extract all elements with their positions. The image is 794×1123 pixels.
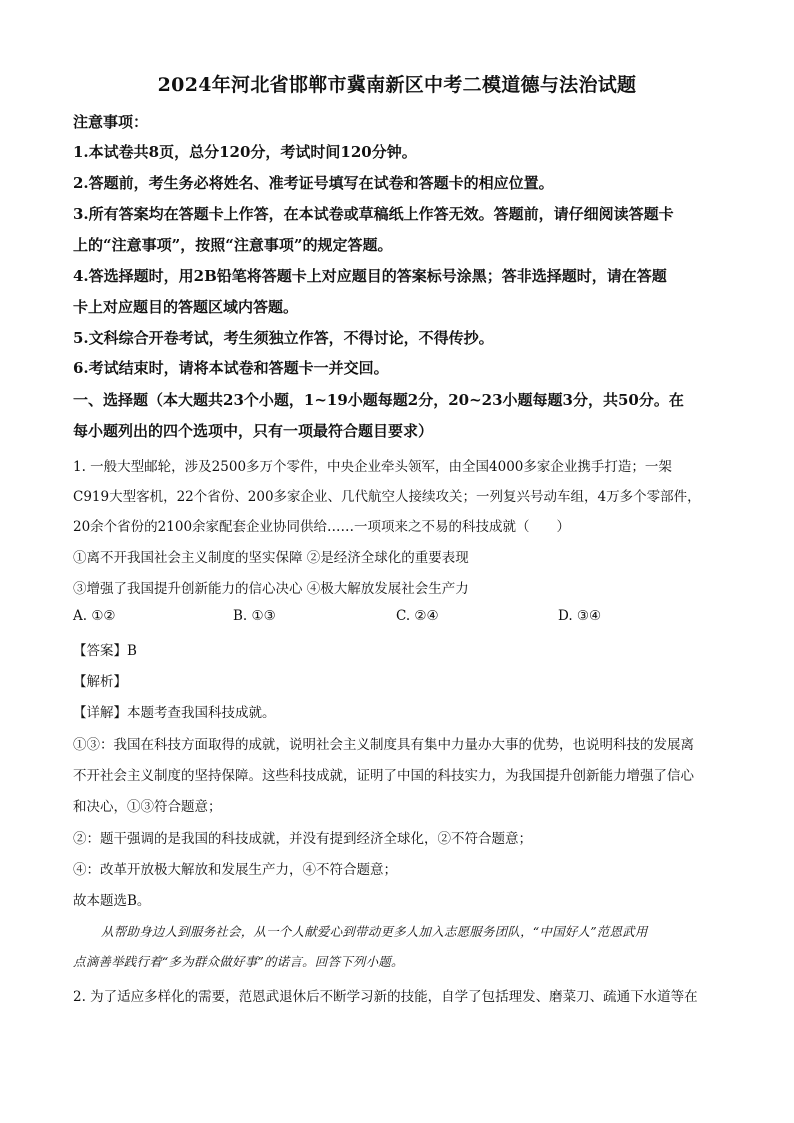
- notice-item: 6.考试结束时，请将本试卷和答题卡一并交回。: [73, 359, 389, 377]
- q1-stem: 20余个省份的2100余家配套企业协同供给……一项项来之不易的科技成就（ ）: [73, 519, 571, 535]
- q1-stem: 1. 一般大型邮轮，涉及2500多万个零件，中央企业牵头领军，由全国4000多家企业携手打造；一架: [73, 459, 672, 475]
- page-title: 2024年河北省邯郸市冀南新区中考二模道德与法治试题: [157, 74, 637, 96]
- q1-choice-line: ①离不开我国社会主义制度的坚实保障 ②是经济全球化的重要表现: [73, 550, 469, 566]
- passage-line: 从帮助身边人到服务社会，从一个人献爱心到带动更多人加入志愿服务团队，“中国好人”范恩武用: [101, 924, 648, 939]
- q1-detail: ②：题干强调的是我国的科技成就，并没有提到经济全球化，②不符合题意；: [73, 831, 532, 847]
- q1-choice-line: ③增强了我国提升创新能力的信心决心 ④极大解放发展社会生产力: [73, 581, 469, 597]
- notice-item: 3.所有答案均在答题卡上作答，在本试卷或草稿纸上作答无效。答题前，请仔细阅读答题卡: [73, 205, 674, 223]
- option-b: B. ①③: [233, 608, 276, 624]
- notice-heading: 注意事项：: [73, 113, 149, 131]
- notice-item: 1.本试卷共8页，总分120分，考试时间120分钟。: [73, 143, 417, 161]
- q1-stem: C919大型客机，22个省份、200多家企业、几代航空人接续攻关；一列复兴号动车组，4万多个零部件，: [73, 489, 701, 505]
- notice-item: 上的“注意事项”，按照“注意事项”的规定答题。: [73, 236, 393, 254]
- q1-detail: 【详解】本题考查我国科技成就。: [73, 705, 276, 721]
- q1-detail: ①③：我国在科技方面取得的成就，说明社会主义制度具有集中力量办大事的优势，也说明科技的发展离: [73, 737, 694, 753]
- q1-analysis-label: 【解析】: [73, 674, 127, 690]
- notice-item: 2.答题前，考生务必将姓名、准考证号填写在试卷和答题卡的相应位置。: [73, 174, 554, 192]
- notice-item: 4.答选择题时，用2B铅笔将答题卡上对应题目的答案标号涂黑；答非选择题时，请在答题: [73, 267, 667, 285]
- notice-item: 5.文科综合开卷考试，考生须独立作答，不得讨论，不得传抄。: [73, 329, 494, 347]
- option-c: C. ②④: [396, 608, 439, 624]
- option-d: D. ③④: [558, 608, 602, 624]
- q2-stem: 2. 为了适应多样化的需要，范恩武退休后不断学习新的技能，自学了包括理发、磨菜刀、疏通下水道等在: [73, 989, 698, 1005]
- q1-detail: 和决心，①③符合题意；: [73, 799, 222, 815]
- notice-item: 卡上对应题目的答题区域内答题。: [73, 298, 299, 316]
- q1-options: [73, 608, 733, 628]
- option-a: A. ①②: [73, 608, 116, 624]
- q1-detail: 不开社会主义制度的坚持保障。这些科技成就，证明了中国的科技实力，为我国提升创新能力增强了信心: [73, 768, 694, 784]
- passage-line: 点滴善举践行着“多为群众做好事”的诺言。回答下列小题。: [73, 954, 404, 969]
- section-heading-cont: 每小题列出的四个选项中，只有一项最符合题目要求）: [73, 422, 434, 440]
- q1-answer: 【答案】B: [73, 643, 137, 659]
- q1-detail: ④：改革开放极大解放和发展生产力，④不符合题意；: [73, 862, 397, 878]
- section-heading: 一、选择题（本大题共23个小题，1~19小题每题2分，20~23小题每题3分，共50分。在: [73, 391, 684, 409]
- q1-detail: 故本题选B。: [73, 893, 151, 909]
